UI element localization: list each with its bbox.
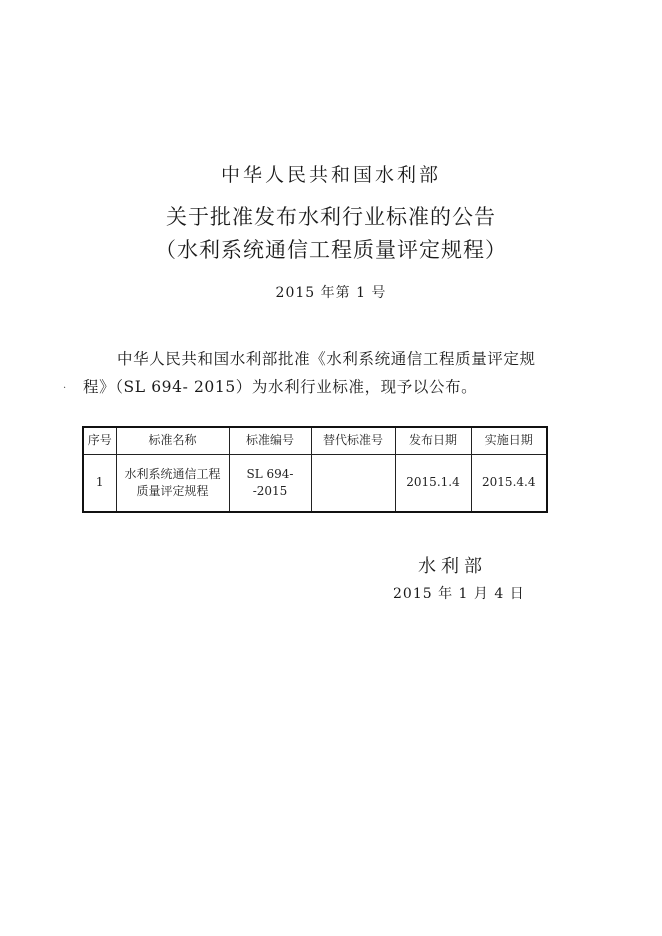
col-header-name: 标准名称	[116, 427, 229, 454]
cell-replaces	[311, 454, 395, 512]
cell-seq: 1	[83, 454, 116, 512]
col-header-code: 标准编号	[229, 427, 311, 454]
col-header-effective-date: 实施日期	[471, 427, 547, 454]
cell-code: SL 694--2015	[229, 454, 311, 512]
body-text-line-1: 中华人民共和国水利部批准《水利系统通信工程质量评定规	[117, 350, 536, 368]
cell-name	[116, 454, 229, 512]
announcement-subtitle: （水利系统通信工程质量评定规程）	[155, 238, 507, 262]
cell-name-line-1: 水利系统通信工程	[124, 466, 221, 481]
signature-org: 水利部	[418, 556, 487, 577]
signature-date: 2015 年 1 月 4 日	[393, 586, 525, 602]
col-header-publish-date: 发布日期	[395, 427, 471, 454]
col-header-replaces: 替代标准号	[311, 427, 395, 454]
table-row	[83, 454, 547, 512]
standards-table	[82, 426, 548, 513]
margin-mark: ·	[63, 383, 67, 394]
cell-effective-date: 2015.4.4	[471, 454, 547, 512]
table-header-row	[83, 427, 547, 454]
cell-name-line-2: 质量评定规程	[136, 483, 209, 498]
document-number: 2015 年第 1 号	[275, 285, 387, 301]
cell-publish-date: 2015.1.4	[395, 454, 471, 512]
body-text-line-2: 程》（SL 694- 2015）为水利行业标准，现予以公布。	[83, 378, 478, 396]
col-header-seq: 序号	[83, 427, 116, 454]
announcement-title: 关于批准发布水利行业标准的公告	[166, 205, 496, 229]
issuer-heading: 中华人民共和国水利部	[220, 164, 441, 186]
